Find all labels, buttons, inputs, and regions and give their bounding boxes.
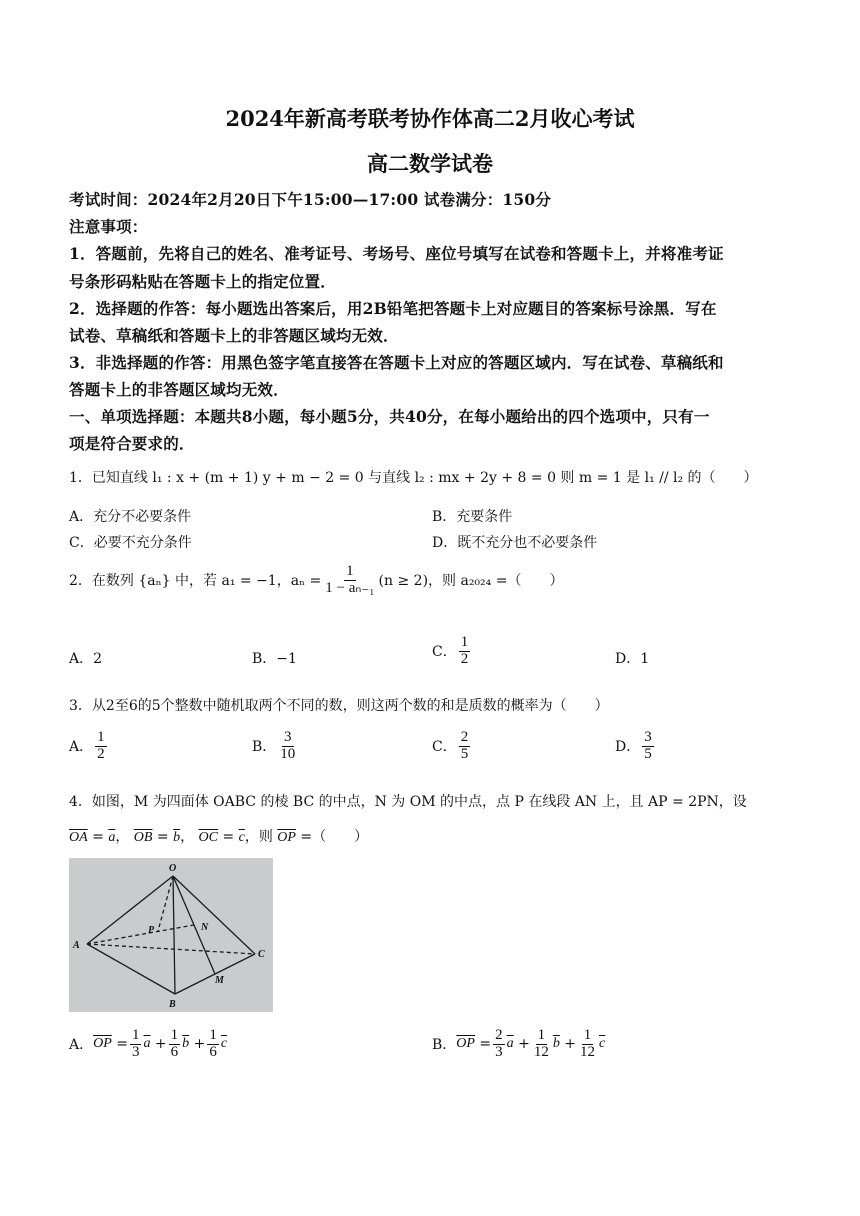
- q4-b-vec-a: $\overline{a}$: [506, 1036, 514, 1052]
- label-b: B: [169, 999, 176, 1010]
- section-1-line-1: 一、单项选择题：本题共8小题，每小题5分，共40分，在每小题给出的四个选项中，只有一: [69, 407, 710, 426]
- vector-ob: $\overline{OB}$: [133, 830, 153, 845]
- note-3-line-2: 答题卡上的非答题区域均无效．: [69, 380, 289, 399]
- q3-option-c: [432, 730, 472, 763]
- note-3-line-1: 3．非选择题的作答：用黑色签字笔直接答在答题卡上对应的答题区域内．写在试卷、草稿纸和: [69, 353, 724, 372]
- q2-c-den: 2: [460, 650, 469, 667]
- q1-option-d: D．既不充分也不必要条件: [432, 535, 598, 551]
- q4-b-f1-den: 3: [495, 1043, 503, 1060]
- vector-a: $\overline{a}$: [108, 830, 116, 845]
- q2-frac-num: 1: [346, 563, 354, 579]
- q2-suffix: (n ≥ 2)，则 a₂₀₂₄ =（ ）: [378, 573, 564, 590]
- question-4-line-1: 4．如图，M 为四面体 OABC 的棱 BC 的中点，N 为 OM 的中点，点 P 在线段 AN 上，且 AP = 2PN，设: [69, 794, 747, 810]
- label-m: M: [215, 975, 224, 986]
- q4-a-vec-c: $\overline{c}$: [220, 1036, 228, 1052]
- segment-op: [158, 876, 173, 931]
- q4-b-frac-1: [493, 1028, 505, 1061]
- q4-option-b: B． $\overline{OP}$ = $\frac{2}{3}$ $\overline{a}$ + $\frac{1}{12}$ $\overline{b}$ + $\frac{1}{12}$ $\overline{c}$: [432, 1027, 606, 1060]
- q4-a-f1-den: 3: [131, 1043, 140, 1060]
- q4-b-f3-num: 1: [583, 1027, 592, 1043]
- question-2-stem: [69, 564, 563, 597]
- vector-b: $\overline{b}$: [173, 830, 181, 845]
- q3-c-num: 2: [460, 729, 469, 745]
- q4-a-label: A．: [69, 1037, 94, 1054]
- q4-b-label: B．: [432, 1037, 457, 1054]
- section-1-line-2: 项是符合要求的．: [69, 434, 195, 453]
- q4-a-f3-num: 1: [209, 1027, 217, 1043]
- q2-option-c-label: C．: [432, 644, 457, 661]
- note-1-line-2: 号条形码粘贴在答题卡上的指定位置．: [69, 272, 336, 291]
- label-n: N: [201, 922, 209, 933]
- q3-d-num: 3: [644, 729, 652, 745]
- q2-frac-den: 1 − aₙ₋₁: [325, 579, 375, 596]
- q2-option-c-frac: [459, 635, 471, 668]
- label-c: C: [258, 949, 265, 960]
- q2-option-a: A．2: [69, 651, 103, 667]
- exam-title: 2024年新高考联考协作体高二2月收心考试: [225, 106, 635, 131]
- q4-a-f2-den: 6: [170, 1043, 179, 1060]
- note-2-line-2: 试卷、草稿纸和答题卡上的非答题区域均无效．: [69, 326, 399, 345]
- q4-option-a: A． $\overline{OP}$ = $\frac{1}{3}$ $\overline{a}$ + $\frac{1}{6}$ $\overline{b}$ + $\frac{1}{6}$ $\overline{c}$: [69, 1027, 228, 1060]
- q3-b-frac: [278, 730, 297, 763]
- question-3-stem: 3．从2至6的5个整数中随机取两个不同的数，则这两个数的和是质数的概率为（ ）: [69, 698, 609, 714]
- q2-option-d: D．1: [615, 651, 650, 667]
- q2-c-num: 1: [460, 634, 469, 650]
- q4-a-vec-a: $\overline{a}$: [143, 1036, 151, 1052]
- tetrahedron-figure: [69, 858, 273, 1012]
- label-a: A: [73, 940, 80, 951]
- label-p: P: [148, 925, 155, 936]
- q4-b-f2-num: 1: [537, 1027, 546, 1043]
- exam-info: 考试时间：2024年2月20日下午15:00—17:00 试卷满分：150分: [69, 190, 552, 209]
- q3-a-frac: [95, 730, 107, 763]
- segment-an: [87, 925, 194, 944]
- q4-a-vec-b: $\overline{b}$: [182, 1036, 190, 1052]
- q3-d-label: D．: [615, 739, 641, 756]
- q3-option-a: [69, 730, 109, 763]
- question-4-line-2: $\overline{OA} = \overline{a}$， $\overline{OB} = \overline{b}$， $\overline{OC} = \overline{c}$，则 $\overline{OP}$ =（ ）: [69, 829, 369, 845]
- edge-ob: [173, 876, 175, 994]
- q4-b-frac-3: [578, 1028, 597, 1061]
- q4-a-f1-num: 1: [131, 1027, 140, 1043]
- q1-option-a: A．充分不必要条件: [69, 509, 192, 525]
- tetrahedron-diagram: [69, 858, 273, 1012]
- edge-oa: [87, 876, 173, 944]
- q4-b-vec-op: $\overline{OP}$: [456, 1036, 475, 1052]
- q3-option-b: [252, 730, 299, 763]
- q3-b-num: 3: [284, 729, 292, 745]
- label-o: O: [169, 863, 177, 874]
- edge-oc: [173, 876, 255, 954]
- q1-option-c: C．必要不充分条件: [69, 535, 192, 551]
- vector-oc: $\overline{OC}$: [198, 830, 218, 845]
- q1-option-b: B．充要条件: [432, 509, 513, 525]
- q2-option-b: B．−1: [252, 651, 297, 667]
- q3-a-num: 1: [97, 729, 105, 745]
- q4-a-frac-3: [207, 1028, 219, 1061]
- q4-a-f2-num: 1: [170, 1027, 179, 1043]
- q4-b-f1-num: 2: [495, 1027, 503, 1043]
- vector-c: $\overline{c}$: [238, 830, 245, 845]
- note-2-line-1: 2．选择题的作答：每小题选出答案后，用2B铅笔把答题卡上对应题目的答案标号涂黑．写在: [69, 299, 717, 318]
- q2-option-c: [432, 635, 472, 668]
- q4-b-frac-2: [532, 1028, 551, 1061]
- q4-b-vec-b: $\overline{b}$: [552, 1036, 560, 1052]
- q3-d-den: 5: [644, 745, 652, 762]
- q4-a-vec-op: $\overline{OP}$: [93, 1036, 112, 1052]
- notes-heading: 注意事项：: [69, 217, 148, 236]
- q4-a-frac-1: [130, 1028, 142, 1061]
- q4-b-f2-den: 12: [533, 1043, 549, 1060]
- q2-prefix: 2．在数列 {aₙ} 中，若 a₁ = −1，aₙ =: [69, 573, 322, 590]
- vector-op: $\overline{OP}$: [277, 830, 296, 845]
- q4-tail: =（ ）: [300, 829, 369, 845]
- q4-a-frac-2: [169, 1028, 181, 1061]
- exam-subtitle: 高二数学试卷: [367, 151, 493, 176]
- q3-c-frac: [459, 730, 471, 763]
- q4-a-f3-den: 6: [209, 1043, 217, 1060]
- q4-b-vec-c: $\overline{c}$: [599, 1036, 606, 1052]
- vector-oa: $\overline{OA}$: [69, 830, 88, 845]
- q3-b-den: 10: [280, 745, 296, 762]
- q3-option-d: [615, 730, 656, 763]
- q3-c-den: 5: [460, 745, 469, 762]
- edge-ac: [87, 944, 255, 954]
- q2-fraction: [323, 564, 376, 597]
- note-1-line-1: 1．答题前，先将自己的姓名、准考证号、考场号、座位号填写在试卷和答题卡上，并将准考证: [69, 244, 724, 263]
- q4-b-f3-den: 12: [580, 1043, 596, 1060]
- q3-c-label: C．: [432, 739, 457, 756]
- edge-ab: [87, 944, 175, 994]
- q3-b-label: B．: [252, 739, 277, 756]
- q3-d-frac: [642, 730, 654, 763]
- q3-a-den: 2: [97, 745, 105, 762]
- q3-a-label: A．: [69, 739, 94, 756]
- question-1-stem: 1．已知直线 l₁ : x + (m + 1) y + m − 2 = 0 与直线 l₂ : mx + 2y + 8 = 0 则 m = 1 是 l₁ // l₂ 的（ ）: [69, 470, 758, 486]
